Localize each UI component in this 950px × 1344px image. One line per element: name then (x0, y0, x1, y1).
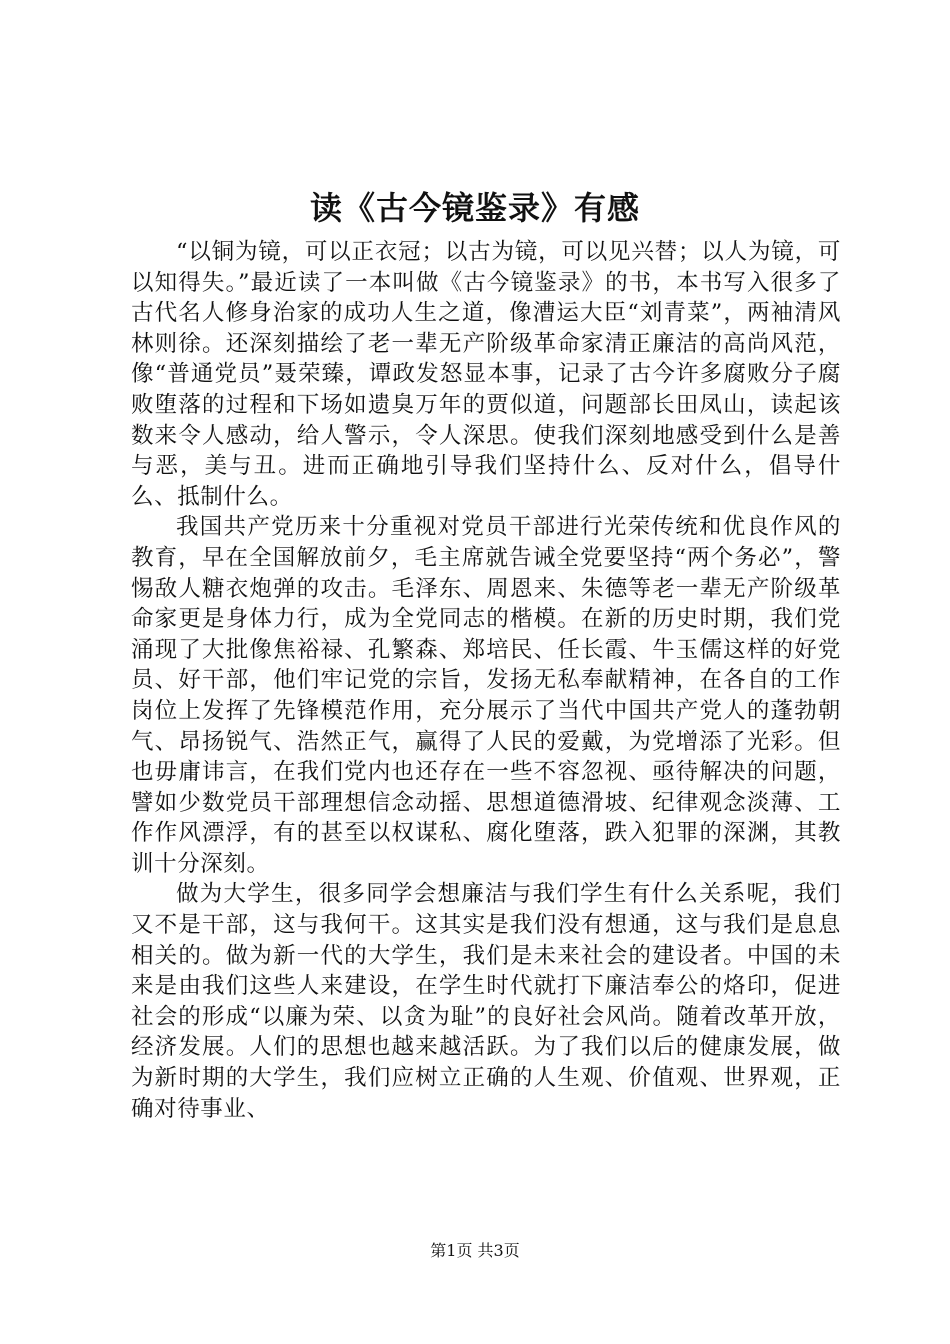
page-footer (0, 1240, 950, 1262)
paragraph-3: 做为大学生，很多同学会想廉洁与我们学生有什么关系呢，我们又不是干部，这与我何干。这其实是我们没有想通，这与我们是息息相关的。做为新一代的大学生，我们是未来社会的建设者。中国的未来是由我们这些人来建设，在学生时代就打下廉洁奉公的烙印，促进社会的形成“以廉为荣、以贪为耻”的良好社会风尚。随着改革开放，经济发展。人们的思想也越来越活跃。为了我们以后的健康发展，做为新时期的大学生，我们应树立正确的人生观、价值观、世界观，正确对待事业、 (131, 881, 841, 1122)
document-body (131, 237, 841, 1124)
document-title: 读《古今镜鉴录》有感 (309, 189, 640, 227)
page-number-indicator: 第1页 共3页 (430, 1241, 520, 1260)
paragraph-2: 我国共产党历来十分重视对党员干部进行光荣传统和优良作风的教育，早在全国解放前夕，毛主席就告诫全党要坚持“两个务必”，警惕敌人糖衣炮弹的攻击。毛泽东、周恩来、朱德等老一辈无产阶级革命家更是身体力行，成为全党同志的楷模。在新的历史时期，我们党涌现了大批像焦裕禄、孔繁森、郑培民、任长霞、牛玉儒这样的好党员、好干部，他们牢记党的宗旨，发扬无私奉献精神，在各自的工作岗位上发挥了先锋模范作用，充分展示了当代中国共产党人的蓬勃朝气、昂扬锐气、浩然正气，赢得了人民的爱戴，为党增添了光彩。但也毋庸讳言，在我们党内也还存在一些不容忽视、亟待解决的问题，譬如少数党员干部理想信念动摇、思想道德滑坡、纪律观念淡薄、工作作风漂浮，有的甚至以权谋私、腐化堕落，跌入犯罪的深渊，其教训十分深刻。 (131, 514, 841, 877)
paragraph-1: “以铜为镜，可以正衣冠；以古为镜，可以见兴替；以人为镜，可以知得失。”最近读了一本叫做《古今镜鉴录》的书，本书写入很多了古代名人修身治家的成功人生之道，像漕运大臣“刘青菜”，两袖清风林则徐。还深刻描绘了老一辈无产阶级革命家清正廉洁的高尚风范，像“普通党员”聂荣臻，谭政发怒显本事，记录了古今许多腐败分子腐败堕落的过程和下场如遗臭万年的贾似道，问题部长田凤山，读起该数来令人感动，给人警示，令人深思。使我们深刻地感受到什么是善与恶，美与丑。进而正确地引导我们坚持什么、反对什么，倡导什么、抵制什么。 (131, 239, 841, 510)
